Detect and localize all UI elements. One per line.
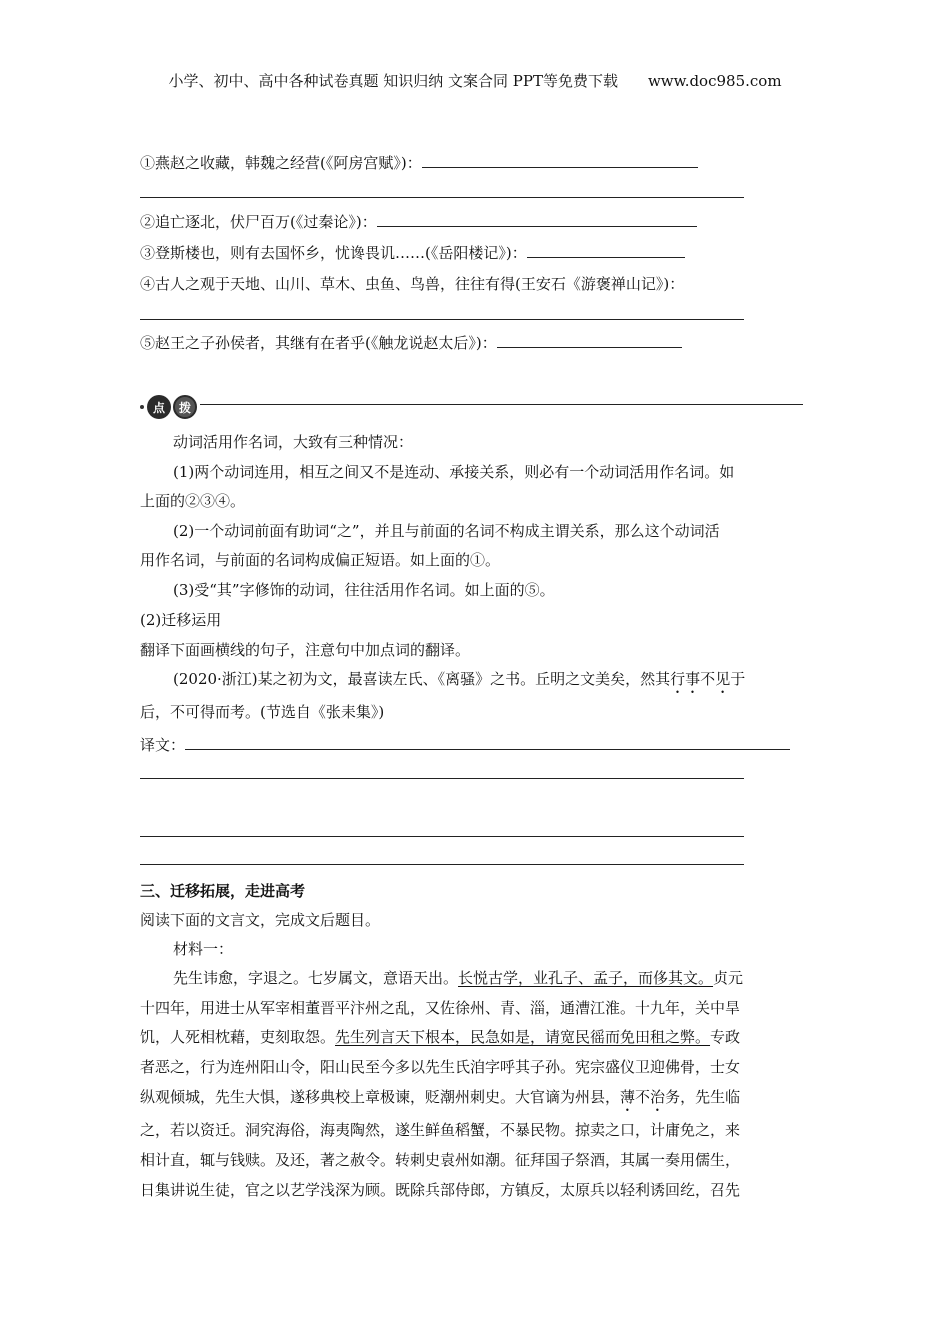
passage-line-2: 十四年，用进士从军宰相董晋平汴州之乱，又佐徐州、青、淄，通漕江淮。十九年，关中旱 [140,999,741,1017]
tip-2-line-b: 用作名词，与前面的名词构成偏正短语。如上面的①。 [140,551,501,569]
translation-rule-3[interactable] [140,836,744,837]
badge-char-1: 点 [147,395,171,419]
bullet-dot-icon [140,405,144,409]
translation-row [140,734,790,755]
passage-text: 不 [635,1088,651,1106]
transfer-instruction: 翻译下面画横线的句子，注意句中加点词的翻译。 [140,641,471,659]
badge-char-2: 拨 [173,395,197,419]
dotted-word-2: 见 [715,670,731,688]
passage-line-6: 之，若以资迁。洞究海俗，海夷陶然，遂生鲜鱼稻蟹，不暴民物。掠卖之口，计庸免之，来 [140,1121,741,1139]
passage-line-8: 日集讲说生徒，官之以艺学浅深为顾。既除兵部侍郎，方镇反，太原兵以轻利诱回纥，召先 [140,1181,741,1199]
passage-text: 饥，人死相枕藉，吏刻取怨。 [140,1028,336,1046]
passage-line-1 [173,967,743,988]
translation-rule-4[interactable] [140,864,744,865]
item-5 [140,332,682,353]
answer-blank-5[interactable] [497,333,682,348]
tip-2-line-a: (2)一个动词前面有助词“之”，并且与前面的名词不构成主谓关系，那么这个动词活 [173,522,720,540]
tip-badge [140,395,199,419]
passage-text: 贞元 [713,969,744,987]
tip-1-line-b: 上面的②③④。 [140,492,246,510]
example-line-a [173,668,745,697]
header-left-text: 小学、初中、高中各种试卷真题 知识归纳 文案合同 PPT等免费下载 [168,72,618,90]
underlined-sentence-2: 先生列言天下根本，民急如是，请宽民徭而免田租之弊。 [335,1028,711,1046]
example-text-2: 不 [700,670,716,688]
header-url: www.doc985.com [647,72,782,90]
dotted-word-1: 行事 [670,670,701,688]
dotted-word-4: 治 [650,1088,666,1106]
passage-text: 纵观倾城，先生大惧，遂移典校上章极谏，贬潮州刺史。大官谪为州县， [140,1088,621,1106]
item-2-text: ②追亡逐北，伏尸百万(《过秦论》)： [140,213,377,231]
passage-line-7: 相计直，辄与钱赎。及还，著之赦令。转刺史袁州如潮。征拜国子祭酒，其属一奏用儒生， [140,1151,741,1169]
item-2 [140,211,697,232]
item-1 [140,152,698,173]
answer-blank-2[interactable] [377,212,697,227]
item-1-text: ①燕赵之收藏，韩魏之经营(《阿房宫赋》)： [140,154,422,172]
item-5-text: ⑤赵王之子孙侯者，其继有在者乎(《触龙说赵太后》)： [140,334,497,352]
material-label: 材料一： [173,940,234,958]
answer-blank-1[interactable] [422,153,698,168]
section-3-instruction: 阅读下面的文言文，完成文后题目。 [140,911,381,929]
transfer-heading: (2)迁移运用 [140,611,222,629]
underlined-sentence-1: 长悦古学，业孔子、孟子，而侈其文。 [458,969,714,987]
answer-blank-3[interactable] [527,243,685,258]
tip-intro: 动词活用作名词，大致有三种情况： [173,433,414,451]
item-4-text: ④古人之观于天地、山川、草木、虫鱼、鸟兽，往往有得(王安石《游褒禅山记》)： [140,275,685,293]
item-3 [140,242,685,263]
page-header [0,70,950,91]
passage-line-3 [140,1026,740,1047]
passage-line-4: 者恶之，行为连州阳山令，阳山民至今多以先生氏洎字呼其子孙。宪宗盛仪卫迎佛骨，士女 [140,1058,741,1076]
example-line-b: 后，不可得而考。(节选自《张耒集》) [140,703,385,721]
item-4 [140,273,684,294]
badge-divider [200,404,803,405]
translation-blank[interactable] [185,735,790,750]
translation-rule-2[interactable] [140,778,744,779]
answer-rule-4[interactable] [140,319,744,320]
passage-text: 先生讳愈，字退之。七岁属文，意语天出。 [173,969,459,987]
tip-1-line-a: (1)两个动词连用，相互之间又不是连动、承接关系，则必有一个动词活用作名词。如 [173,463,735,481]
dotted-word-3: 薄 [620,1088,636,1106]
passage-line-5 [140,1086,740,1115]
example-text-3: 于 [730,670,746,688]
translation-label: 译文： [140,736,186,754]
item-3-text: ③登斯楼也，则有去国怀乡，忧谗畏讥……(《岳阳楼记》)： [140,244,527,262]
section-3-title: 三、迁移拓展，走进高考 [140,882,306,900]
tip-3: (3)受“其”字修饰的动词，往往活用作名词。如上面的⑤。 [173,581,555,599]
example-text-1: (2020·浙江)某之初为文，最喜读左氏、《离骚》之书。丘明之文美矣，然其 [173,670,671,688]
passage-text: 务，先生临 [665,1088,741,1106]
passage-text: 专政 [710,1028,741,1046]
answer-rule-1b[interactable] [140,197,744,198]
